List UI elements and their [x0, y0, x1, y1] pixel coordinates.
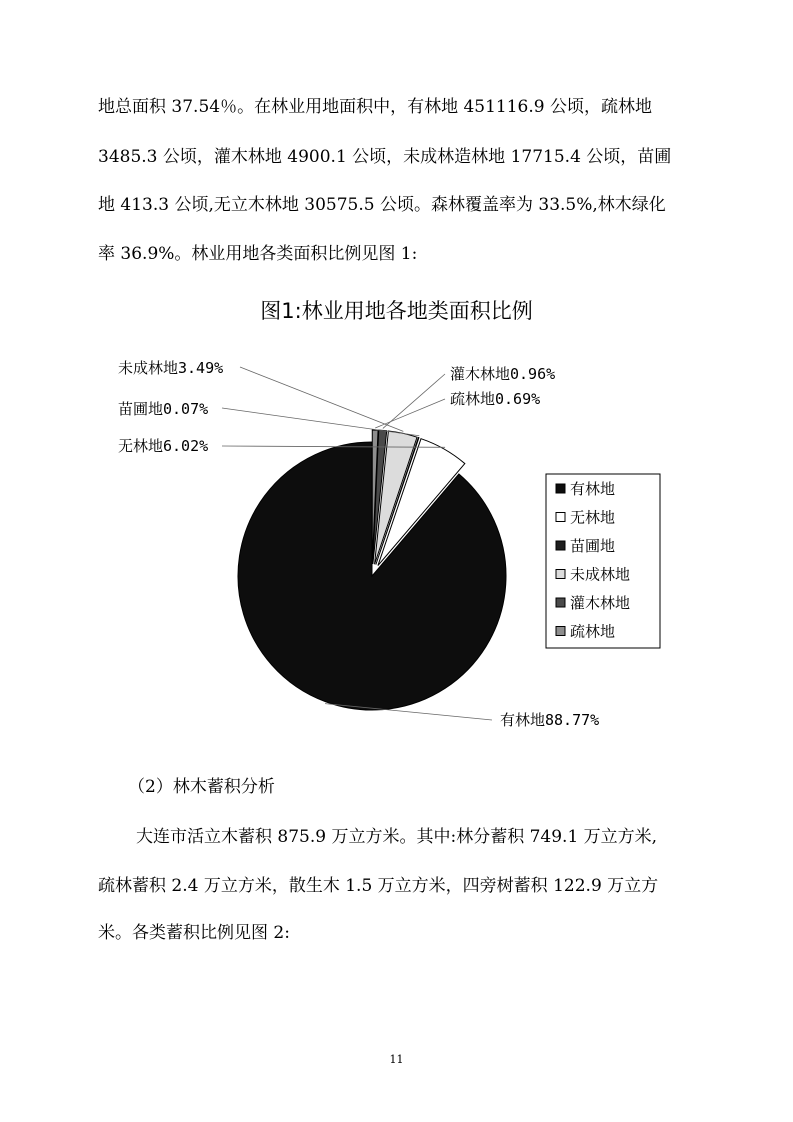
paragraph2-line-3: 米。各类蓄积比例见图 2:	[98, 923, 290, 943]
paragraph1-line-3: 地 413.3 公顷,无立木林地 30575.5 公顷。森林覆盖率为 33.5%,林木绿化	[98, 195, 666, 215]
legend-swatch-youlindi	[556, 484, 565, 493]
leader-line-youlindi	[325, 704, 492, 720]
chart-title: 图1:林业用地各地类面积比例	[260, 299, 533, 323]
pie-label-wulin: 无林地6.02%	[118, 437, 209, 455]
paragraph2-line-1: 大连市活立木蓄积 875.9 万立方米。其中:林分蓄积 749.1 万立方米,	[136, 827, 658, 847]
legend-label-guanmu: 灌木林地	[570, 594, 631, 612]
leader-line-shulin	[375, 399, 445, 428]
legend-label-wulin: 无林地	[570, 508, 616, 527]
legend-swatch-miaopudi	[556, 541, 565, 550]
legend-swatch-wulin	[556, 513, 565, 522]
paragraph2-line-2: 疏林蓄积 2.4 万立方米，散生木 1.5 万立方米，四旁树蓄积 122.9 万立方	[98, 876, 659, 896]
pie-label-guanmu: 灌木林地0.96%	[450, 365, 556, 383]
legend-swatch-guanmu	[556, 598, 565, 607]
pie-label-wulindi: 未成林地3.49%	[118, 359, 224, 377]
paragraph1-line-4: 率 36.9%。林业用地各类面积比例见图 1:	[98, 244, 418, 264]
section-heading: （2）林木蓄积分析	[128, 777, 275, 797]
legend-swatch-shulin	[556, 627, 565, 636]
pie-label-miaopudi: 苗圃地0.07%	[118, 400, 209, 418]
paragraph1-line-2: 3485.3 公顷，灌木林地 4900.1 公顷，未成林造林地 17715.4 公顷，苗圃	[98, 147, 672, 167]
legend-swatch-wulindi	[556, 570, 565, 579]
pie-label-shulin: 疏林地0.69%	[450, 390, 541, 408]
legend-label-miaopudi: 苗圃地	[570, 537, 616, 555]
legend-label-wulindi: 未成林地	[570, 565, 631, 584]
leader-line-guanmu	[383, 374, 445, 428]
pie-label-youlindi: 有林地88.77%	[500, 711, 600, 729]
legend-label-shulin: 疏林地	[570, 622, 616, 641]
page-number: 11	[389, 1053, 404, 1066]
paragraph1-line-1: 地总面积 37.54％。在林业用地面积中，有林地 451116.9 公顷，疏林地	[98, 97, 652, 117]
legend-label-youlindi: 有林地	[570, 480, 616, 498]
